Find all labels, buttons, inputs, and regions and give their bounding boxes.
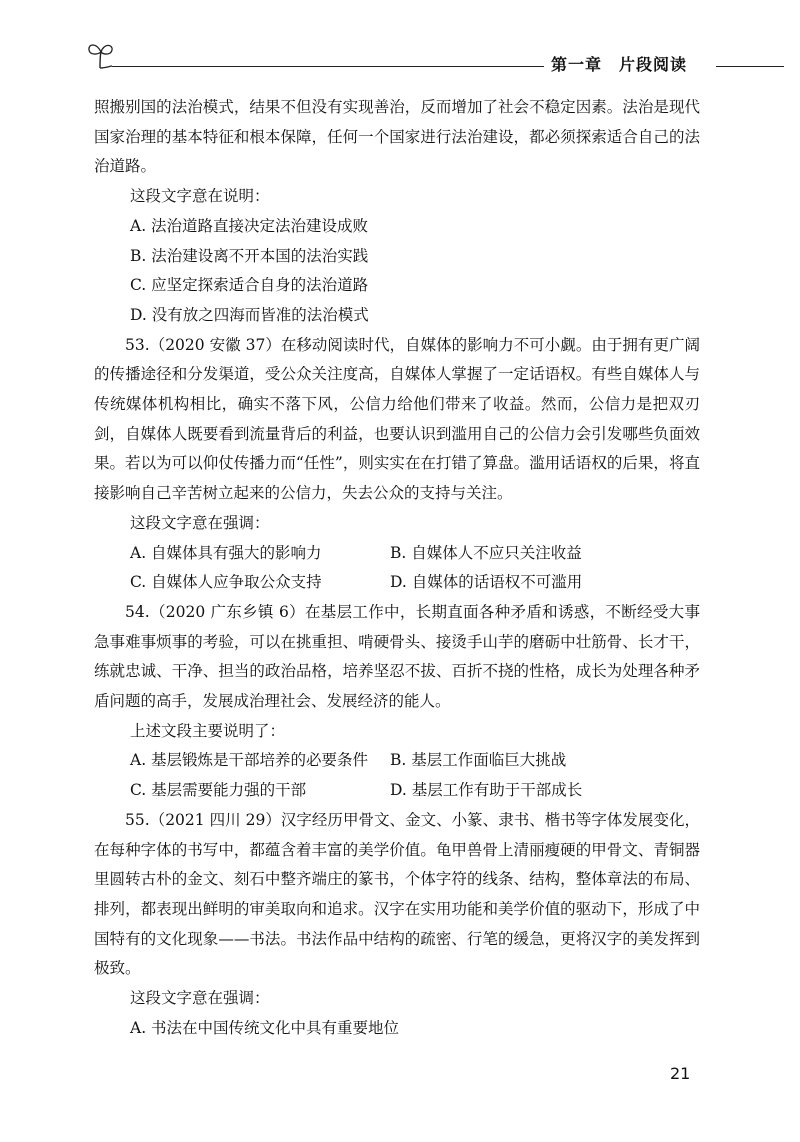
question-54-option-c: C. 基层需要能力强的干部 [130, 781, 307, 800]
question-53-options-row-2 [94, 568, 700, 598]
question-54-option-a: A. 基层锻炼是干部培养的必要条件 [130, 751, 369, 770]
question-55-prompt: 这段文字意在强调： [130, 989, 270, 1008]
question-54-text: 54.（2020 广东乡镇 6）在基层工作中，长期直面各种矛盾和诱惑，不断经受大事急事难事烦事的考验，可以在挑重担、啃硬骨头、接烫手山芋的磨砺中壮筋骨、长才干，练就忠诚、干净、担当的政治品格，培养坚忍不拔、百折不挠的性格，成长为处理各种矛盾问题的高手，发展成治理社会、发展经济的能人。 [94, 602, 700, 711]
question-52-option-b: B. 法治建设离不开本国的法治实践 [130, 246, 369, 265]
chapter-title: 第一章 片段阅读 [551, 55, 688, 74]
question-54-options-row-2 [94, 776, 700, 806]
header-rule-right [716, 66, 784, 67]
question-53-prompt: 这段文字意在强调： [130, 513, 270, 532]
question-52-option-c: C. 应坚定探索适合自身的法治道路 [130, 276, 369, 295]
question-53-option-b: B. 自媒体人不应只关注收益 [390, 543, 582, 562]
question-52-option-d: D. 没有放之四海而皆准的法治模式 [130, 305, 369, 324]
question-53-option-a: A. 自媒体具有强大的影响力 [130, 543, 322, 562]
question-54-option-b: B. 基层工作面临巨大挑战 [390, 751, 567, 770]
header-rule-left [112, 66, 544, 67]
paragraph-continued: 照搬别国的法治模式，结果不但没有实现善治，反而增加了社会不稳定因素。法治是现代国家治理的基本特征和根本保障，任何一个国家进行法治建设，都必须探索适合自己的法治道路。 [94, 98, 700, 176]
question-53-option-d: D. 自媒体的话语权不可滥用 [390, 573, 583, 592]
question-55-option-a: A. 书法在中国传统文化中具有重要地位 [130, 1018, 400, 1037]
question-53-option-c: C. 自媒体人应争取公众支持 [130, 573, 322, 592]
question-54-options-row-1 [94, 746, 700, 776]
question-55-text: 55.（2021 四川 29）汉字经历甲骨文、金文、小篆、隶书、楷书等字体发展变化，在每种字体的书写中，都蕴含着丰富的美学价值。龟甲兽骨上清丽瘦硬的甲骨文、青铜器里圆转古朴的金文、刻石中整齐端庄的篆书，个体字符的线条、结构，整体章法的布局、排列，都表现出鲜明的审美取向和追求。汉字在实用功能和美学价值的驱动下，形成了中国特有的文化现象——书法。书法作品中结构的疏密、行笔的缓急，更将汉字的美发挥到极致。 [94, 810, 700, 978]
page-header [0, 0, 800, 90]
question-52-prompt: 这段文字意在说明： [130, 187, 270, 206]
page-body [94, 93, 700, 1044]
question-53-options-row-1 [94, 539, 700, 569]
question-53-text: 53.（2020 安徽 37）在移动阅读时代，自媒体的影响力不可小觑。由于拥有更广阔的传播途径和分发渠道，受公众关注度高，自媒体人掌握了一定话语权。有些自媒体人与传统媒体机构相比，确实不落下风，公信力给他们带来了收益。然而，公信力是把双刃剑，自媒体人既要看到流量背后的利益，也要认识到滥用自己的公信力会引发哪些负面效果。若以为可以仰仗传播力而“任性”，则实实在在打错了算盘。滥用话语权的后果，将直接影响自己辛苦树立起来的公信力，失去公众的支持与关注。 [94, 335, 700, 503]
question-54-option-d: D. 基层工作有助于干部成长 [390, 781, 583, 800]
page-number: 21 [670, 1064, 691, 1083]
question-52-option-a: A. 法治道路直接决定法治建设成败 [130, 216, 369, 235]
question-54-prompt: 上述文段主要说明了： [130, 721, 286, 740]
